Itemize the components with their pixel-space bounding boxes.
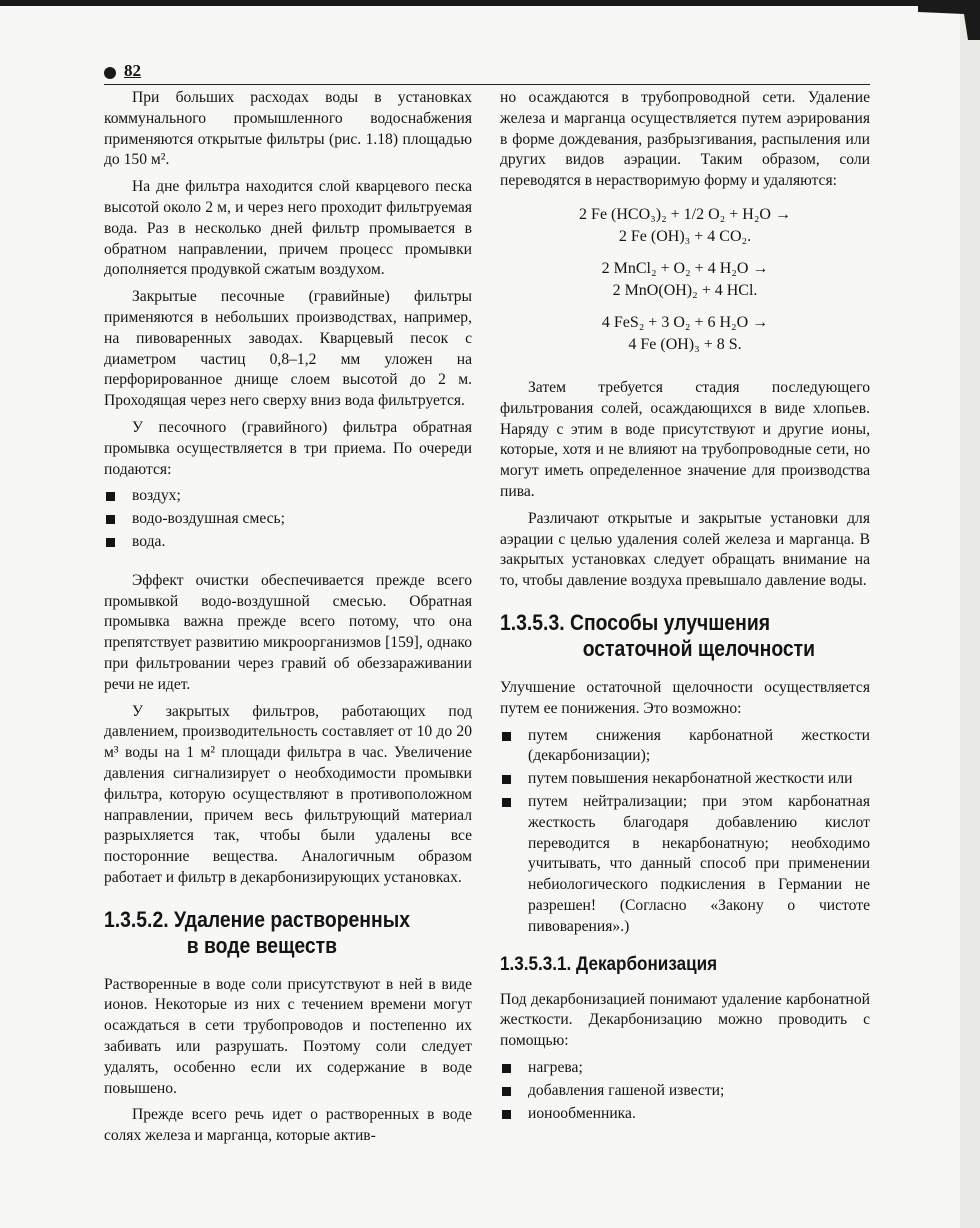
- paragraph: Прежде всего речь идет о растворенных в воде солях железа и марганца, которые актив-: [104, 1106, 472, 1145]
- header-dot-icon: [104, 67, 116, 79]
- heading-line: 1.3.5.3. Способы улучшения: [500, 609, 771, 635]
- right-column: [500, 88, 870, 1134]
- equation: [500, 258, 870, 302]
- square-bullet-icon: [502, 1087, 511, 1096]
- equation-line: 2 Fe (HCO₃)₂ + 1/2 O₂ + H₂O →: [579, 205, 791, 223]
- equation-line: 2 MnO(OH)₂ + 4 HCl.: [612, 281, 758, 299]
- paragraph: Улучшение остаточной щелочности осуществляется путем ее понижения. Это возможно:: [500, 678, 870, 717]
- running-header: [104, 62, 870, 85]
- equation-line: 4 FeS₂ + 3 O₂ + 6 H₂O →: [601, 313, 769, 331]
- list-item: [104, 486, 472, 507]
- scan-right-margin: [960, 0, 980, 1228]
- paragraph: При больших расходах воды в установках коммунального промышленного водоснабжения применяются открытые фильтры (рис. 1.18) площадью до 150 м².: [104, 89, 472, 169]
- equation: [500, 312, 870, 356]
- paragraph: Различают открытые и закрытые установки для аэрации с целью удаления солей железа и марганца. В закрытых установках следует обращать внимание на то, чтобы давление воздуха превышало давление воды.: [500, 509, 870, 590]
- paragraph: Эффект очистки обеспечивается прежде всего промывкой водо-воздушной смесью. Обратная промывка важна прежде всего потому, что она препятствует развитию микроорганизмов [159], однако при фильтровании через гравий об обеззараживании речи не идет.: [104, 571, 472, 693]
- list-item-text: ионообменника.: [528, 1104, 636, 1122]
- list-item: [500, 1081, 870, 1102]
- list-item: [500, 1058, 870, 1079]
- list-item-text: вода.: [132, 532, 166, 550]
- list-item-text: путем нейтрализации; при этом карбонатная жесткость благодаря добавлению кислот переводится в некарбонатную; необходимо учитывать, что данный способ при применении небиологического подкисления в Германии не разрешен! (Согласно «Закону о чистоте пивоварения».): [528, 792, 870, 935]
- paragraph: У закрытых фильтров, работающих под давлением, производительность составляет от 10 до 20 м³ воды на 1 м² площади фильтра в час. Увеличение давления сигнализирует о необходимости промывки фильтра, которую осуществляют в противоположном направлении, причем весь фильтрующий материал разрыхляется так, чтобы были удалены все посторонние вещества. Аналогичным образом работает и фильтр в декарбонизирующих установках.: [104, 702, 472, 886]
- list-item-text: путем снижения карбонатной жесткости (декарбонизации);: [528, 726, 870, 765]
- page-corner-shadow: [910, 0, 980, 40]
- list-item-text: путем повышения некарбонатной жесткости или: [528, 770, 853, 788]
- list-item-text: нагрева;: [528, 1058, 583, 1076]
- list-item: [500, 726, 870, 768]
- square-bullet-icon: [502, 1064, 511, 1073]
- bullet-list: [500, 1058, 870, 1124]
- paragraph: У песочного (гравийного) фильтра обратная промывка осуществляется в три приема. По очереди подаются:: [104, 418, 472, 478]
- heading-line: 1.3.5.2. Удаление растворенных: [104, 906, 410, 932]
- list-item: [104, 509, 472, 530]
- square-bullet-icon: [106, 492, 115, 501]
- left-column: [104, 88, 472, 1153]
- list-item-text: добавления гашеной извести;: [528, 1081, 725, 1099]
- paragraph: Закрытые песочные (гравийные) фильтры применяются в небольших производствах, например, на пивоваренных заводах. Кварцевый песок с диаметром частиц 0,8–1,2 мм уложен на перфорированное днище слоем высотой до 2 м. Проходящая через него сверху вниз вода фильтруется.: [104, 288, 472, 410]
- chemical-equations: [500, 204, 870, 356]
- list-item: [500, 769, 870, 790]
- equation-line: 2 Fe (OH)₃ + 4 CO₂.: [618, 227, 752, 245]
- square-bullet-icon: [502, 798, 511, 807]
- section-heading-1353: [500, 610, 826, 662]
- bullet-list: [104, 486, 472, 552]
- bullet-list: [500, 726, 870, 938]
- list-item: [104, 532, 472, 553]
- scan-top-border: [0, 0, 980, 6]
- list-item-text: воздух;: [132, 487, 181, 505]
- equation-line: 2 MnCl₂ + O₂ + 4 H₂O →: [601, 259, 769, 277]
- paragraph: но осаждаются в трубопроводной сети. Удаление железа и марганца осуществляется путем аэрирования в форме дождевания, разбрызгивания, распыления или других видов аэрации. Таким образом, соли переводятся в нерастворимую форму и удаляются:: [500, 89, 870, 190]
- list-item: [500, 792, 870, 938]
- subsection-heading-13531: 1.3.5.3.1. Декарбонизация: [500, 953, 718, 975]
- heading-line: остаточной щелочности: [582, 635, 816, 661]
- paragraph: Под декарбонизацией понимают удаление карбонатной жесткости. Декарбонизацию можно проводить с помощью:: [500, 990, 870, 1050]
- square-bullet-icon: [106, 538, 115, 547]
- list-item: [500, 1104, 870, 1125]
- equation: [500, 204, 870, 248]
- square-bullet-icon: [502, 1110, 511, 1119]
- equation-line: 4 Fe (OH)₃ + 8 S.: [628, 335, 742, 353]
- square-bullet-icon: [502, 775, 511, 784]
- section-heading-1352: [104, 907, 428, 959]
- page-number: 82: [124, 61, 141, 80]
- list-item-text: водо-воздушная смесь;: [132, 510, 285, 528]
- paragraph: На дне фильтра находится слой кварцевого песка высотой около 2 м, и через него проходит фильтруемая вода. Раз в несколько дней фильтр промывается в обратном направлении, причем процесс промывки дополняется продувкой сжатым воздухом.: [104, 178, 472, 279]
- paragraph: Затем требуется стадия последующего фильтрования солей, осаждающихся в виде хлопьев. Наряду с этим в воде присутствуют и другие ионы, которые, хотя и не влияют на трубопроводные сети, но могут иметь определенное значение для производства пива.: [500, 378, 870, 500]
- square-bullet-icon: [502, 732, 511, 741]
- paragraph: Растворенные в воде соли присутствуют в ней в виде ионов. Некоторые из них с течением времени могут осаждаться в сети трубопроводов и постепенно их забивать или разрушать. Поэтому соли следует удалять, особенно если их содержание в воде повышено.: [104, 975, 472, 1097]
- square-bullet-icon: [106, 515, 115, 524]
- heading-line: в воде веществ: [186, 932, 338, 958]
